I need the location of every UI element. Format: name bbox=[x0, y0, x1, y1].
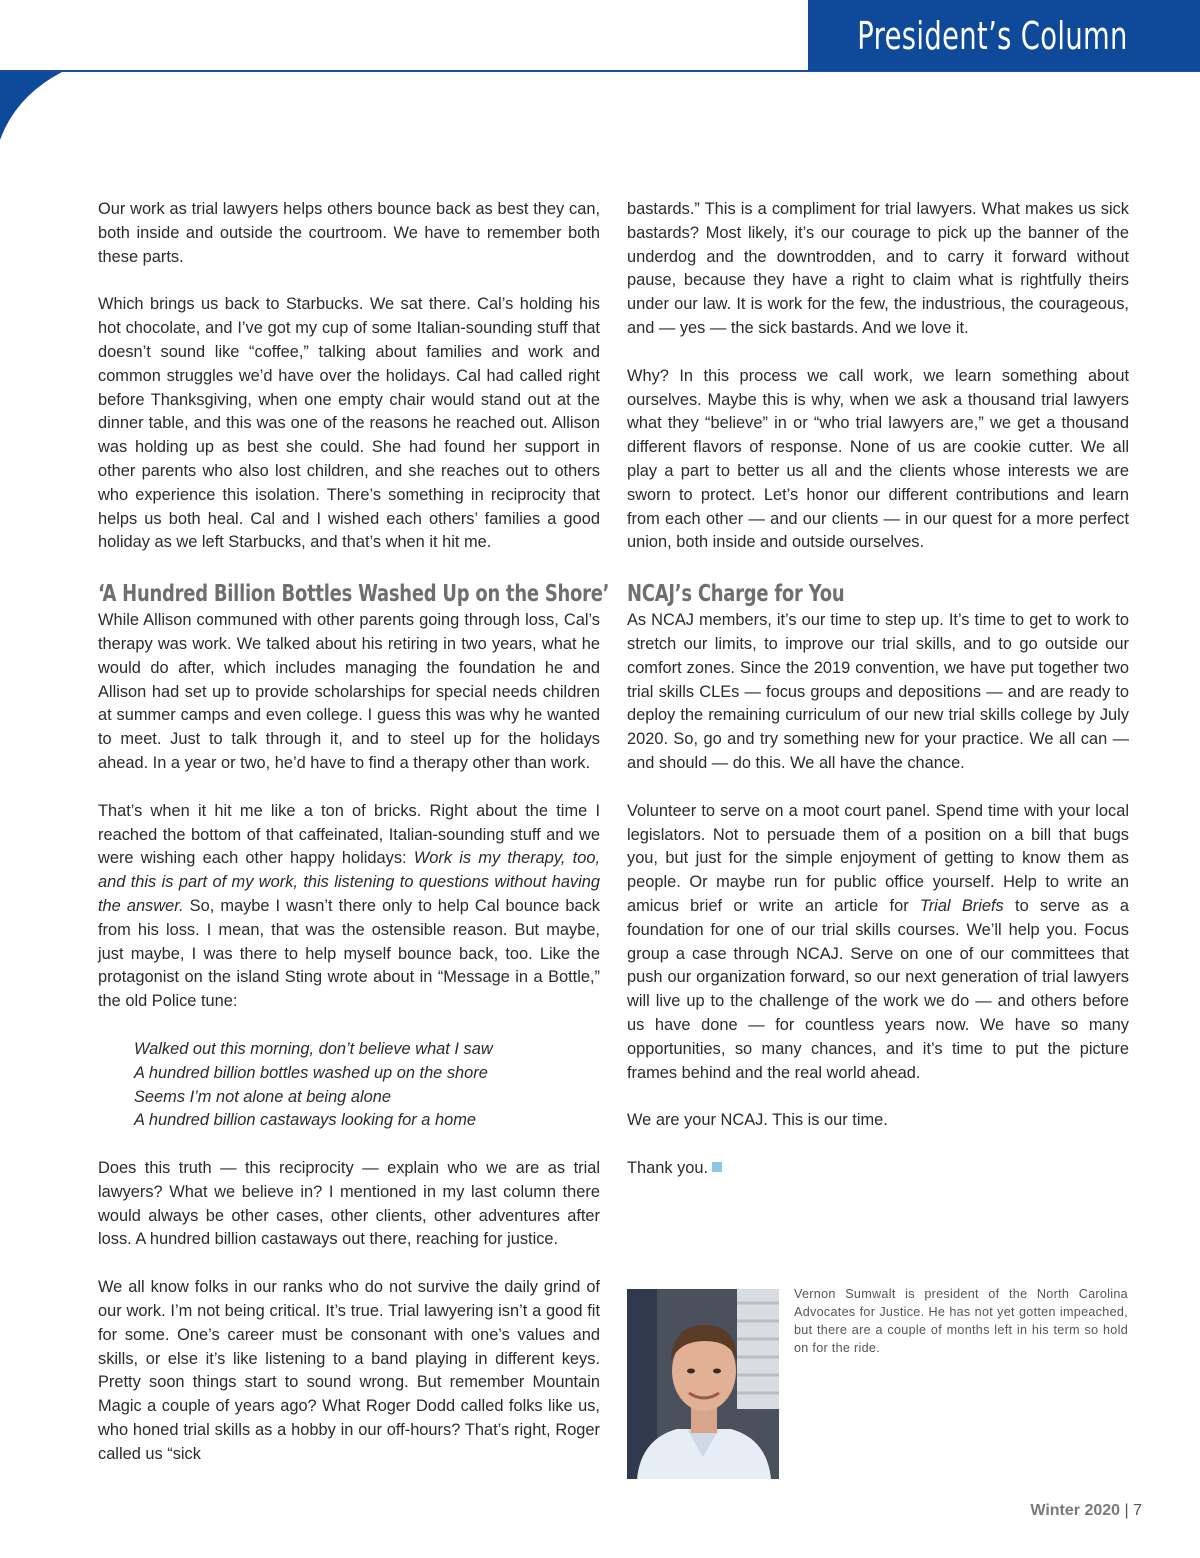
paragraph: While Allison communed with other parents going through loss, Cal’s therapy was work. We talked about his retiring in two years, what he would do after, which includes managing the foundation he and Allison had set up to provide scholarships for special needs children at summer camps and even college. I guess this was why he wanted to meet. Just to talk through it, and to steel up for the holidays ahead. In a year or two, he’d have to find a therapy other than work. bbox=[98, 611, 600, 772]
italic-quote: Work is my therapy, too, and this is part of my work, this listening to questions without having the answer. bbox=[98, 849, 600, 915]
paragraph: Our work as trial lawyers helps others bounce back as best they can, both inside and outside the courtroom. We have to remember both these parts. bbox=[98, 200, 600, 266]
paragraph: As NCAJ members, it’s our time to step up. It’s time to get to work to stretch our limits, to improve our trial skills, and to go outside our comfort zones. Since the 2019 convention, we have put together two trial skills CLEs — focus groups and depositions — and are ready to deploy the remaining curriculum of our new trial skills college by July 2020. So, go and try something new for your practice. We all can — and should — do this. We all have the chance. bbox=[627, 611, 1129, 772]
section-title: President’s Column bbox=[857, 13, 1128, 58]
paragraph: Does this truth — this reciprocity — explain who we are as trial lawyers? What we believe in? I mentioned in my last column there would always be other cases, other clients, other adventures after loss. A hundred billion castaways out there, reaching for justice. bbox=[98, 1159, 600, 1249]
paragraph: We are your NCAJ. This is our time. bbox=[627, 1111, 888, 1130]
paragraph bbox=[627, 800, 1129, 1086]
paragraph-text: Volunteer to serve on a moot court panel. Spend time with your local legislators. Not to persuade them of a position on a bill that bugs you, but just for the simple enjoyment of getting to know them as people. Or maybe run for public office yourself. Help to write an amicus brief or write an article for bbox=[627, 801, 1129, 915]
section-heading: ‘A Hundred Billion Bottles Washed Up on the Shore’ bbox=[98, 581, 610, 608]
italic-title: Trial Briefs bbox=[919, 896, 1004, 915]
lyric-line: A hundred billion castaways looking for a home bbox=[134, 1111, 476, 1130]
footer-separator: | bbox=[1124, 1502, 1129, 1519]
page-number: 7 bbox=[1133, 1502, 1142, 1519]
paragraph-text: So, maybe I wasn’t there only to help Cal bounce back from his loss. I mean, that was the ostensible reason. But maybe, just maybe, I was there to help myself bounce back, too. Like the protagonist on the island Sting wrote about in “Message in a Bottle,” the old Police tune: bbox=[98, 896, 601, 1011]
closing-text: Thank you. bbox=[627, 1159, 709, 1178]
issue-season: Winter 2020 bbox=[1030, 1502, 1121, 1519]
paragraph: We all know folks in our ranks who do not survive the daily grind of our work. I’m not being critical. It’s true. Trial lawyering isn’t a good fit for some. One’s career must be consonant with one’s values and skills, or else it’s like listening to a band playing in different keys. Pretty soon things start to sound wrong. But remember Mountain Magic a couple of years ago? What Roger Dodd called folks like us, who honed trial skills as a hobby in our off-hours? That’s right, Roger called us “sick bbox=[98, 1278, 600, 1463]
lyric-line: Walked out this morning, don’t believe what I saw bbox=[134, 1039, 493, 1058]
section-heading: NCAJ’s Charge for You bbox=[627, 581, 845, 608]
page-footer bbox=[1030, 1502, 1142, 1520]
paragraph bbox=[98, 800, 600, 1014]
paragraph: bastards.” This is a compliment for trial lawyers. What makes us sick bastards? Most likely, it’s our courage to pick up the banner of the underdog and the downtrodden, and to carry it forward without pause, because they have a right to claim what is rightfully theirs under our law. It is work for the few, the industrious, the courageous, and — yes — the sick bastards. And we love it. bbox=[627, 200, 1129, 337]
end-mark-icon bbox=[712, 1162, 722, 1172]
paragraph-text: to serve as a foundation for one of our trial skills courses. We’ll help you. Focus group a case through NCAJ. Serve on one of our committees that push our organization forward, so our next generation of trial lawyers will live up to the challenge of the work we do — and others before us have done — for countless years now. We have so many opportunities, so many chances, and it’s time to put the picture frames behind and the real world ahead. bbox=[627, 896, 1129, 1082]
lyric-line: Seems I’m not alone at being alone bbox=[134, 1087, 391, 1106]
left-column bbox=[98, 198, 610, 1491]
paragraph: Which brings us back to Starbucks. We sat there. Cal’s holding his hot chocolate, and I’ve got my cup of some Italian-sounding stuff that doesn’t sound like “coffee,” talking about families and work and common struggles we’d have over the holidays. Cal had called right before Thanksgiving, when one empty chair would stand out at the dinner table, and this was one of the reasons he reached out. Allison was holding up as best she could. She had found her support in other parents who also lost children, and she reaches out to others who experience this isolation. There’s something in reciprocity that helps us both heal. Cal and I wished each others’ families a good holiday as we left Starbucks, and that’s when it hit me. bbox=[98, 295, 600, 552]
portrait-illustration bbox=[627, 1289, 779, 1479]
lyric-line: A hundred billion bottles washed up on the shore bbox=[134, 1063, 488, 1082]
right-column bbox=[627, 198, 1129, 1205]
section-header-bar bbox=[808, 0, 1200, 71]
song-lyrics bbox=[134, 1038, 600, 1133]
author-bio: Vernon Sumwalt is president of the North Carolina Advocates for Justice. He has not yet gotten impeached, but there are a couple of months left in his term so hold on for the ride. bbox=[794, 1287, 1128, 1355]
paragraph-text: That’s when it hit me like a ton of bricks. Right about the time I reached the bottom of that caffeinated, Italian-sounding stuff and we were wishing each other happy holidays: bbox=[98, 801, 600, 868]
closing-line bbox=[627, 1157, 1129, 1181]
paragraph: Why? In this process we call work, we learn something about ourselves. Maybe this is why, when we ask a thousand trial lawyers what they “believe” in or “who trial lawyers are,” we get a thousand different flavors of response. None of us are cookie cutter. We all play a part to better us all and the clients whose interests we are sworn to protect. Let’s honor our different contributions and learn from each other — and our clients — in our quest for a more perfect union, both inside and outside ourselves. bbox=[627, 366, 1129, 552]
author-photo bbox=[627, 1289, 779, 1479]
